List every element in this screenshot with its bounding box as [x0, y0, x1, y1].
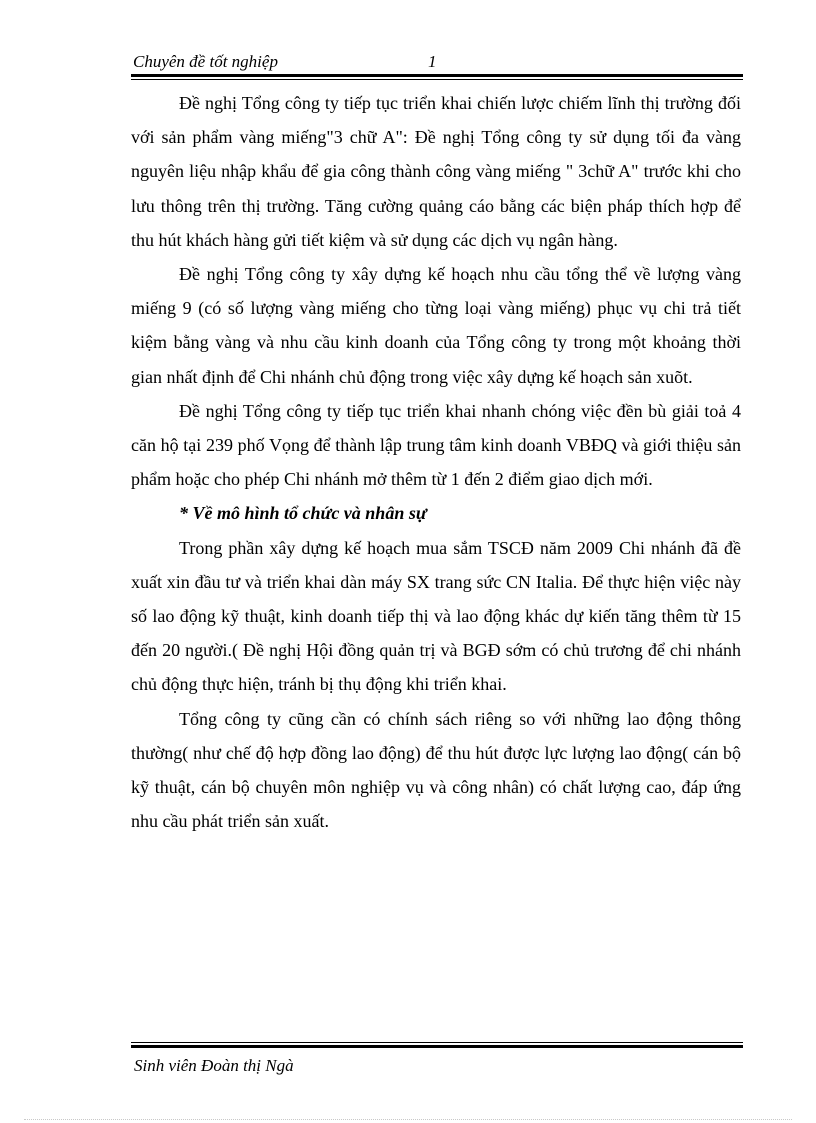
paragraph: Tổng công ty cũng cần có chính sách riêng so với những lao động thông thường( như chế độ hợp đồng lao động) để thu hút được lực lượng lao động( cán bộ kỹ thuật, cán bộ chuyên môn nghiệp vụ và công nhân) có chất lượng cao, đáp ứng nhu cầu phát triển sản xuất.	[131, 708, 741, 832]
header-rule-thick	[131, 74, 743, 77]
document-body	[131, 86, 741, 838]
page-number: 1	[428, 52, 437, 71]
footer-rule-thin	[131, 1042, 743, 1043]
paragraph: Trong phần xây dựng kế hoạch mua sắm TSCĐ năm 2009 Chi nhánh đã đề xuất xin đầu tư và triển khai dàn máy SX trang sức CN Italia. Để thực hiện việc này số lao động kỹ thuật, kinh doanh tiếp thị và lao động khác dự kiến tăng thêm từ 15 đến 20 người.( Đề nghị Hội đồng quản trị và BGĐ sớm có chủ trương để chi nhánh chủ động thực hiện, tránh bị thụ động khi triển khai.	[131, 537, 741, 695]
paragraph: Đề nghị Tổng công ty xây dựng kế hoạch nhu cầu tổng thể về lượng vàng miếng 9 (có số lượng vàng miếng cho từng loại vàng miếng) phục vụ chi trả tiết kiệm bằng vàng và nhu cầu kinh doanh của Tổng công ty trong một khoảng thời gian nhất định để Chi nhánh chủ động trong việc xây dựng kế hoạch sản xuõt.	[131, 264, 741, 387]
page-edge-divider	[24, 1119, 792, 1120]
header-title: Chuyên đề tốt nghiệp	[133, 52, 278, 71]
paragraph: Đề nghị Tổng công ty tiếp tục triển khai chiến lược chiếm lĩnh thị trường đối với sản phẩm vàng miếng"3 chữ A": Đề nghị Tổng công ty sử dụng tối đa vàng nguyên liệu nhập khẩu để gia công thành công vàng miếng " 3chữ A" trước khi cho lưu thông trên thị trường. Tăng cường quảng cáo bằng các biện pháp thích hợp để thu hút khách hàng gửi tiết kiệm và sử dụng các dịch vụ ngân hàng.	[131, 93, 741, 250]
page-header	[131, 50, 743, 80]
header-rule-thin	[131, 79, 743, 80]
page-footer	[131, 1040, 743, 1080]
paragraph: Đề nghị Tổng công ty tiếp tục triển khai nhanh chóng việc đền bù giải toả 4 căn hộ tại 239 phố Vọng để thành lập trung tâm kinh doanh VBĐQ và giới thiệu sản phẩm hoặc cho phép Chi nhánh mở thêm từ 1 đến 2 điểm giao dịch mới.	[131, 400, 741, 490]
footer-rule-thick	[131, 1045, 743, 1048]
section-heading: * Về mô hình tổ chức và nhân sự	[179, 503, 427, 524]
footer-author: Sinh viên Đoàn thị Ngà	[134, 1056, 294, 1075]
